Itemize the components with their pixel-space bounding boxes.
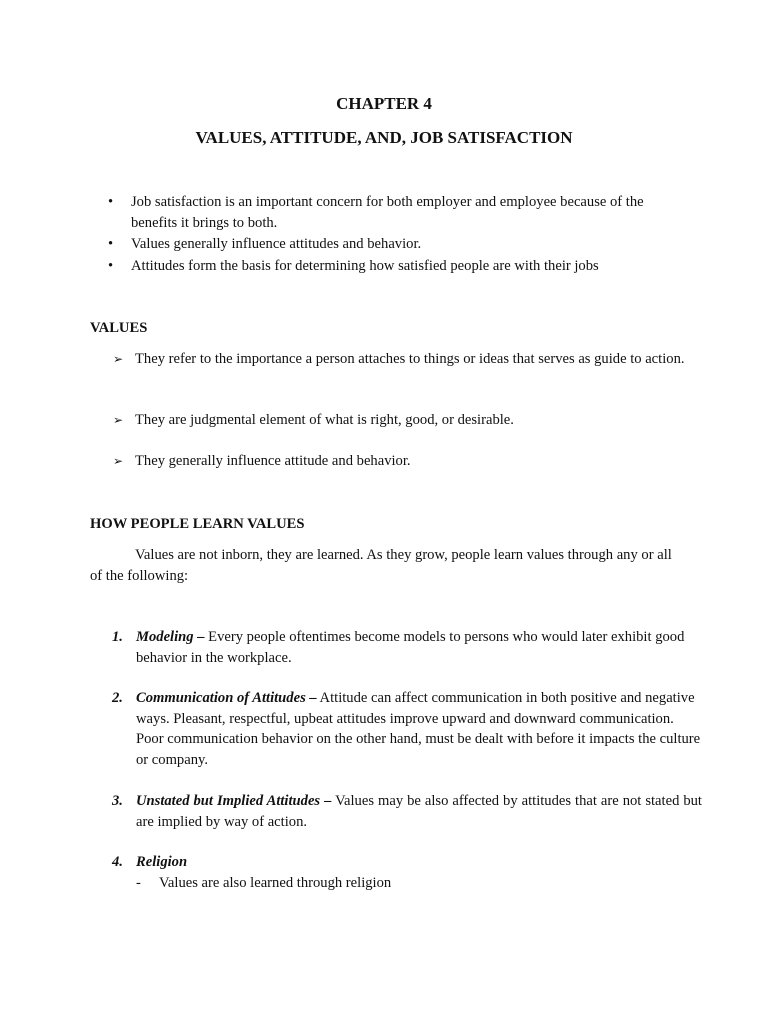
item-text: Values may be also affected by attitudes that are not stated but are implied by way of action.	[136, 793, 702, 830]
learn-values-intro: Values are not inborn, they are learned. As they grow, people learn values through any or all of the following:	[90, 547, 672, 584]
list-item-text: Attitudes form the basis for determining how satisfied people are with their jobs	[131, 257, 599, 274]
religion-sub-item	[136, 873, 699, 894]
values-heading: VALUES	[90, 320, 148, 336]
chapter-number: CHAPTER 4	[336, 94, 432, 113]
intro-bullet-list	[105, 192, 680, 276]
numbered-item-communication	[112, 688, 702, 770]
item-text: Attitude can affect communication in both positive and negative ways. Pleasant, respectful, upbeat attitudes improve upward and downward communication. Poor communication behavior on the other hand, must be dealt with before it impacts the culture or company.	[136, 690, 701, 768]
item-number: 3.	[112, 793, 123, 809]
bullet-icon: •	[108, 236, 114, 252]
item-term: Communication of Attitudes –	[136, 690, 317, 706]
list-item	[105, 256, 680, 277]
list-item	[113, 451, 695, 472]
item-term: Unstated but Implied Attitudes –	[136, 793, 332, 809]
values-list	[113, 349, 685, 479]
bullet-icon: •	[108, 257, 114, 274]
list-item	[105, 234, 680, 255]
item-number: 2.	[112, 690, 123, 706]
bullet-icon: •	[108, 194, 114, 210]
learn-values-heading: HOW PEOPLE LEARN VALUES	[90, 516, 305, 532]
numbered-item-unstated-attitudes	[112, 791, 702, 832]
chapter-title: VALUES, ATTITUDE, AND, JOB SATISFACTION	[195, 128, 573, 147]
list-item-text: They refer to the importance a person attaches to things or ideas that serves as guide to action.	[135, 351, 685, 367]
numbered-item-religion	[112, 852, 702, 873]
arrow-bullet-icon: ➢	[113, 413, 124, 427]
item-term: Religion	[136, 854, 188, 870]
list-item	[113, 410, 695, 431]
list-item-text: They generally influence attitude and behavior.	[135, 453, 411, 469]
list-item-text: They are judgmental element of what is right, good, or desirable.	[135, 412, 514, 428]
sub-item-text: Values are also learned through religion	[159, 875, 392, 891]
item-number: 4.	[112, 854, 123, 870]
list-item-text: Values generally influence attitudes and behavior.	[131, 236, 422, 252]
list-item	[113, 349, 695, 370]
dash-marker: -	[136, 875, 141, 891]
arrow-bullet-icon: ➢	[113, 352, 124, 366]
arrow-bullet-icon: ➢	[113, 454, 124, 468]
numbered-item-modeling	[112, 627, 702, 668]
item-number: 1.	[112, 629, 123, 645]
item-text: Every people oftentimes become models to persons who would later exhibit good behavior in the workplace.	[136, 629, 685, 666]
list-item-text: Job satisfaction is an important concern for both employer and employee because of the benefits it brings to both.	[131, 194, 644, 231]
item-term: Modeling –	[136, 629, 205, 645]
list-item	[105, 192, 680, 233]
